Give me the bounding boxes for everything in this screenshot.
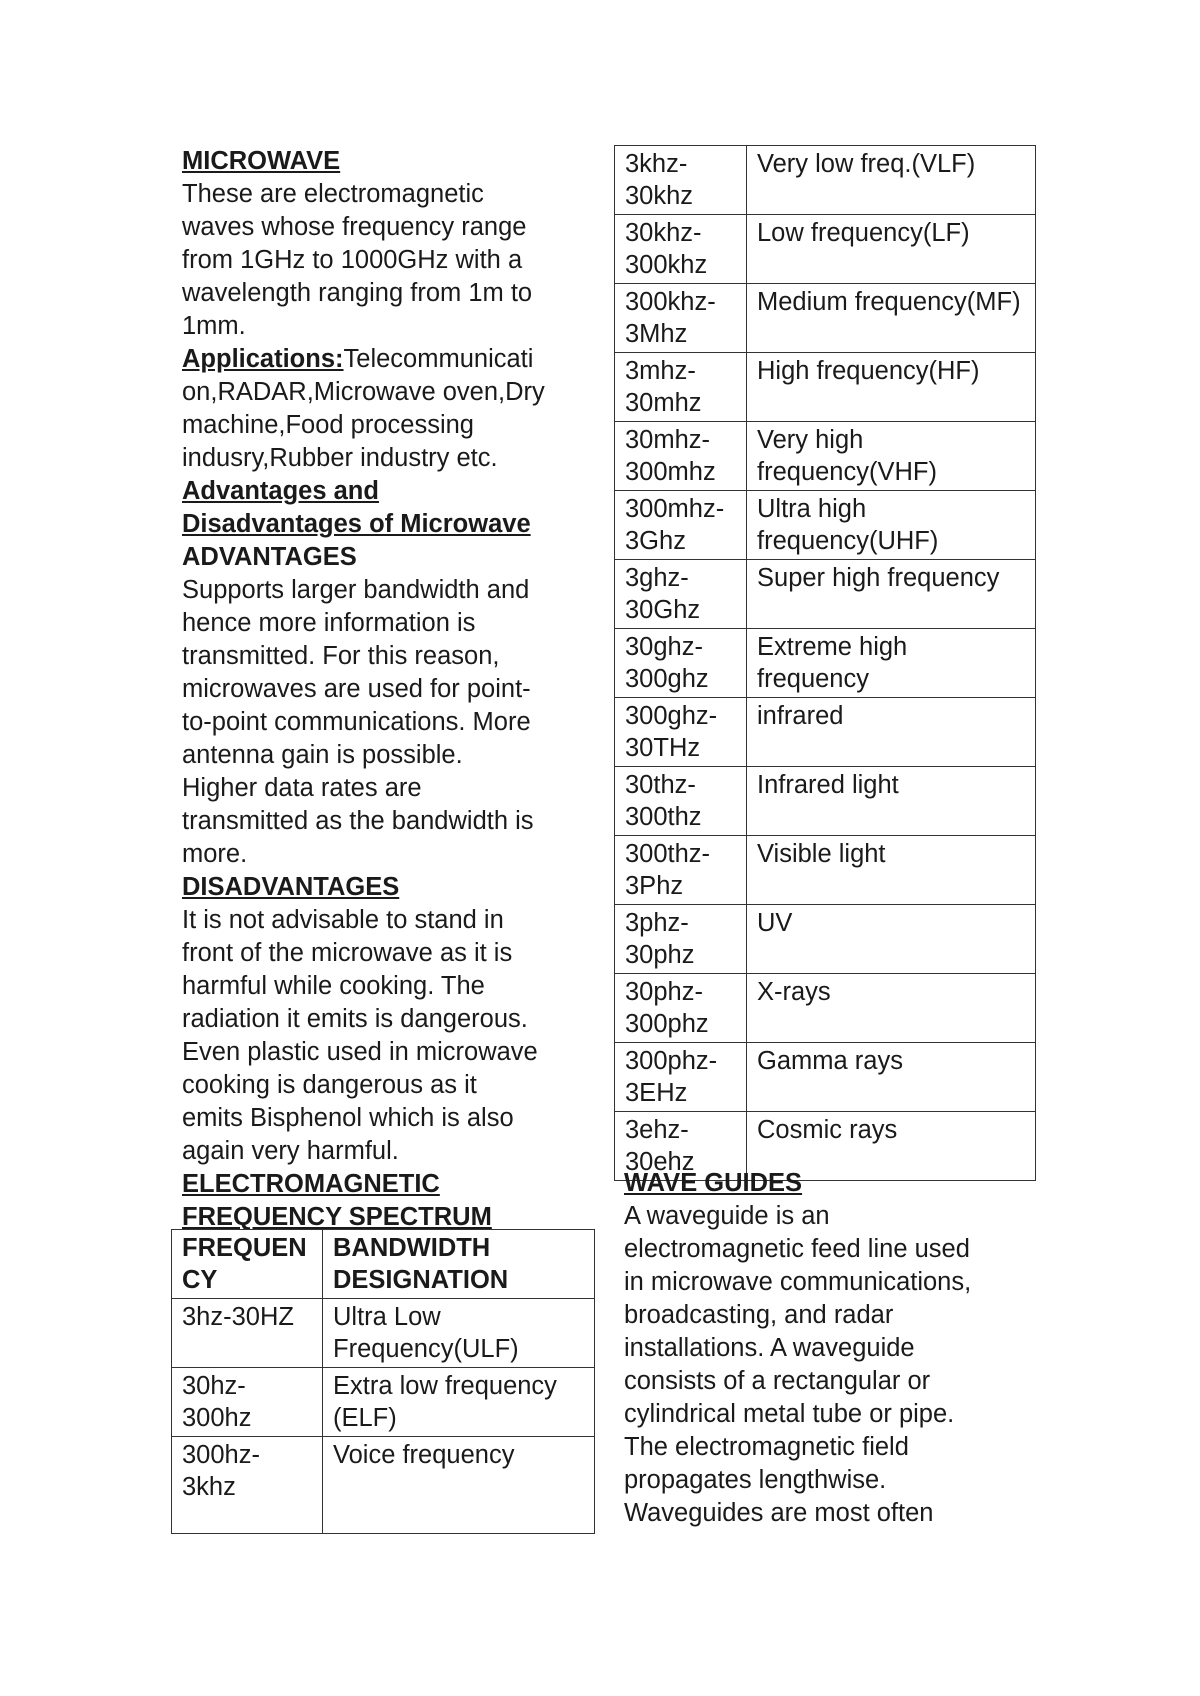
frequency-cell: 300khz-3Mhz bbox=[615, 284, 747, 353]
waveguides-section bbox=[624, 1167, 1044, 1530]
frequency-cell: 3mhz-30mhz bbox=[615, 353, 747, 422]
frequency-cell: 30phz-300phz bbox=[615, 974, 747, 1043]
frequency-cell: 300ghz-30THz bbox=[615, 698, 747, 767]
waveguides-line: The electromagnetic field bbox=[624, 1433, 909, 1461]
table-row bbox=[615, 974, 1036, 1043]
disadvantages-line: harmful while cooking. The bbox=[182, 972, 485, 1000]
table-row bbox=[615, 560, 1036, 629]
left-column bbox=[182, 145, 596, 1234]
designation-cell: UV bbox=[747, 905, 1036, 974]
table-row bbox=[615, 215, 1036, 284]
waveguides-line: A waveguide is an bbox=[624, 1202, 830, 1230]
applications-label: Applications: bbox=[182, 345, 344, 373]
frequency-cell: 30mhz-300mhz bbox=[615, 422, 747, 491]
adv-disadv-heading: Advantages and bbox=[182, 477, 379, 505]
applications bbox=[182, 343, 596, 475]
waveguides-line: electromagnetic feed line used bbox=[624, 1235, 970, 1263]
waveguides-line: Waveguides are most often bbox=[624, 1499, 934, 1527]
disadvantages-line: again very harmful. bbox=[182, 1137, 399, 1165]
waveguides-heading: WAVE GUIDES bbox=[624, 1169, 803, 1197]
designation-cell: Ultra high frequency(UHF) bbox=[747, 491, 1036, 560]
designation-cell: Very high frequency(VHF) bbox=[747, 422, 1036, 491]
designation-cell: Voice frequency bbox=[323, 1437, 595, 1534]
applications-line: on,RADAR,Microwave oven,Dry bbox=[182, 378, 545, 406]
advantages-line: Supports larger bandwidth and bbox=[182, 576, 530, 604]
advantages-line: to-point communications. More bbox=[182, 708, 531, 736]
designation-cell: Cosmic rays bbox=[747, 1112, 1036, 1181]
advantages-line: transmitted as the bandwidth is bbox=[182, 807, 534, 835]
disadvantages-line: Even plastic used in microwave bbox=[182, 1038, 538, 1066]
disadvantages-line: emits Bisphenol which is also bbox=[182, 1104, 514, 1132]
disadvantages-line: cooking is dangerous as it bbox=[182, 1071, 477, 1099]
waveguides-line: consists of a rectangular or bbox=[624, 1367, 931, 1395]
frequency-cell: 300phz-3EHz bbox=[615, 1043, 747, 1112]
disadvantages-line: radiation it emits is dangerous. bbox=[182, 1005, 528, 1033]
designation-cell: Medium frequency(MF) bbox=[747, 284, 1036, 353]
table-row bbox=[615, 146, 1036, 215]
waveguides-line: propagates lengthwise. bbox=[624, 1466, 887, 1494]
table-row bbox=[615, 629, 1036, 698]
designation-cell: Ultra Low Frequency(ULF) bbox=[323, 1299, 595, 1368]
designation-cell: infrared bbox=[747, 698, 1036, 767]
designation-cell: Very low freq.(VLF) bbox=[747, 146, 1036, 215]
table-row bbox=[172, 1437, 595, 1534]
spectrum-table-left bbox=[171, 1229, 595, 1534]
intro-line: from 1GHz to 1000GHz with a bbox=[182, 246, 523, 274]
frequency-cell: 3phz-30phz bbox=[615, 905, 747, 974]
table-row bbox=[615, 491, 1036, 560]
advantages-line: transmitted. For this reason, bbox=[182, 642, 500, 670]
disadvantages-text bbox=[182, 904, 596, 1168]
designation-cell: Super high frequency bbox=[747, 560, 1036, 629]
designation-cell: X-rays bbox=[747, 974, 1036, 1043]
disadvantages-line: front of the microwave as it is bbox=[182, 939, 513, 967]
frequency-cell: 300mhz-3Ghz bbox=[615, 491, 747, 560]
advantages-line: microwaves are used for point- bbox=[182, 675, 531, 703]
frequency-cell: 30hz-300hz bbox=[172, 1368, 323, 1437]
frequency-cell: 30ghz-300ghz bbox=[615, 629, 747, 698]
frequency-cell: 3hz-30HZ bbox=[172, 1299, 323, 1368]
frequency-cell: 3ghz-30Ghz bbox=[615, 560, 747, 629]
waveguides-line: cylindrical metal tube or pipe. bbox=[624, 1400, 955, 1428]
microwave-title: MICROWAVE bbox=[182, 147, 341, 175]
designation-cell: Infrared light bbox=[747, 767, 1036, 836]
waveguides-line: installations. A waveguide bbox=[624, 1334, 915, 1362]
header-frequency: FREQUEN CY bbox=[172, 1230, 323, 1299]
table-row bbox=[615, 422, 1036, 491]
table-row bbox=[615, 1043, 1036, 1112]
frequency-cell: 3ehz-30ehz bbox=[615, 1112, 747, 1181]
designation-cell: Low frequency(LF) bbox=[747, 215, 1036, 284]
intro-line: waves whose frequency range bbox=[182, 213, 527, 241]
table-row bbox=[615, 905, 1036, 974]
advantages-line: antenna gain is possible. bbox=[182, 741, 463, 769]
table-row bbox=[615, 353, 1036, 422]
spectrum-heading: ELECTROMAGNETIC bbox=[182, 1170, 440, 1198]
table-row bbox=[615, 836, 1036, 905]
header-designation: BANDWIDTH DESIGNATION bbox=[323, 1230, 595, 1299]
frequency-cell: 30khz-300khz bbox=[615, 215, 747, 284]
applications-line bbox=[182, 343, 596, 376]
applications-line: indusry,Rubber industry etc. bbox=[182, 444, 498, 472]
advantages-line: hence more information is bbox=[182, 609, 476, 637]
table-row bbox=[615, 284, 1036, 353]
designation-cell: Extra low frequency (ELF) bbox=[323, 1368, 595, 1437]
table-row bbox=[172, 1299, 595, 1368]
disadvantages-line: It is not advisable to stand in bbox=[182, 906, 504, 934]
frequency-cell: 3khz-30khz bbox=[615, 146, 747, 215]
table-row bbox=[172, 1368, 595, 1437]
designation-cell: Visible light bbox=[747, 836, 1036, 905]
microwave-intro bbox=[182, 178, 596, 343]
spectrum-heading: FREQUENCY SPECTRUM bbox=[182, 1203, 492, 1231]
frequency-cell: 300thz-3Phz bbox=[615, 836, 747, 905]
frequency-cell: 300hz-3khz bbox=[172, 1437, 323, 1534]
table-header-row bbox=[172, 1230, 595, 1299]
advantages-heading: ADVANTAGES bbox=[182, 543, 357, 571]
table-row bbox=[615, 698, 1036, 767]
disadvantages-heading: DISADVANTAGES bbox=[182, 873, 400, 901]
spectrum-table-right bbox=[614, 145, 1036, 1181]
adv-disadv-heading: Disadvantages of Microwave bbox=[182, 510, 531, 538]
waveguides-line: broadcasting, and radar bbox=[624, 1301, 894, 1329]
intro-line: 1mm. bbox=[182, 312, 246, 340]
advantages-text bbox=[182, 574, 596, 871]
table-row bbox=[615, 767, 1036, 836]
designation-cell: Extreme high frequency bbox=[747, 629, 1036, 698]
frequency-cell: 30thz-300thz bbox=[615, 767, 747, 836]
advantages-line: Higher data rates are bbox=[182, 774, 422, 802]
waveguides-line: in microwave communications, bbox=[624, 1268, 972, 1296]
applications-line: machine,Food processing bbox=[182, 411, 474, 439]
intro-line: These are electromagnetic bbox=[182, 180, 484, 208]
applications-text: Telecommunicati bbox=[343, 345, 534, 373]
advantages-line: more. bbox=[182, 840, 248, 868]
designation-cell: High frequency(HF) bbox=[747, 353, 1036, 422]
designation-cell: Gamma rays bbox=[747, 1043, 1036, 1112]
intro-line: wavelength ranging from 1m to bbox=[182, 279, 533, 307]
